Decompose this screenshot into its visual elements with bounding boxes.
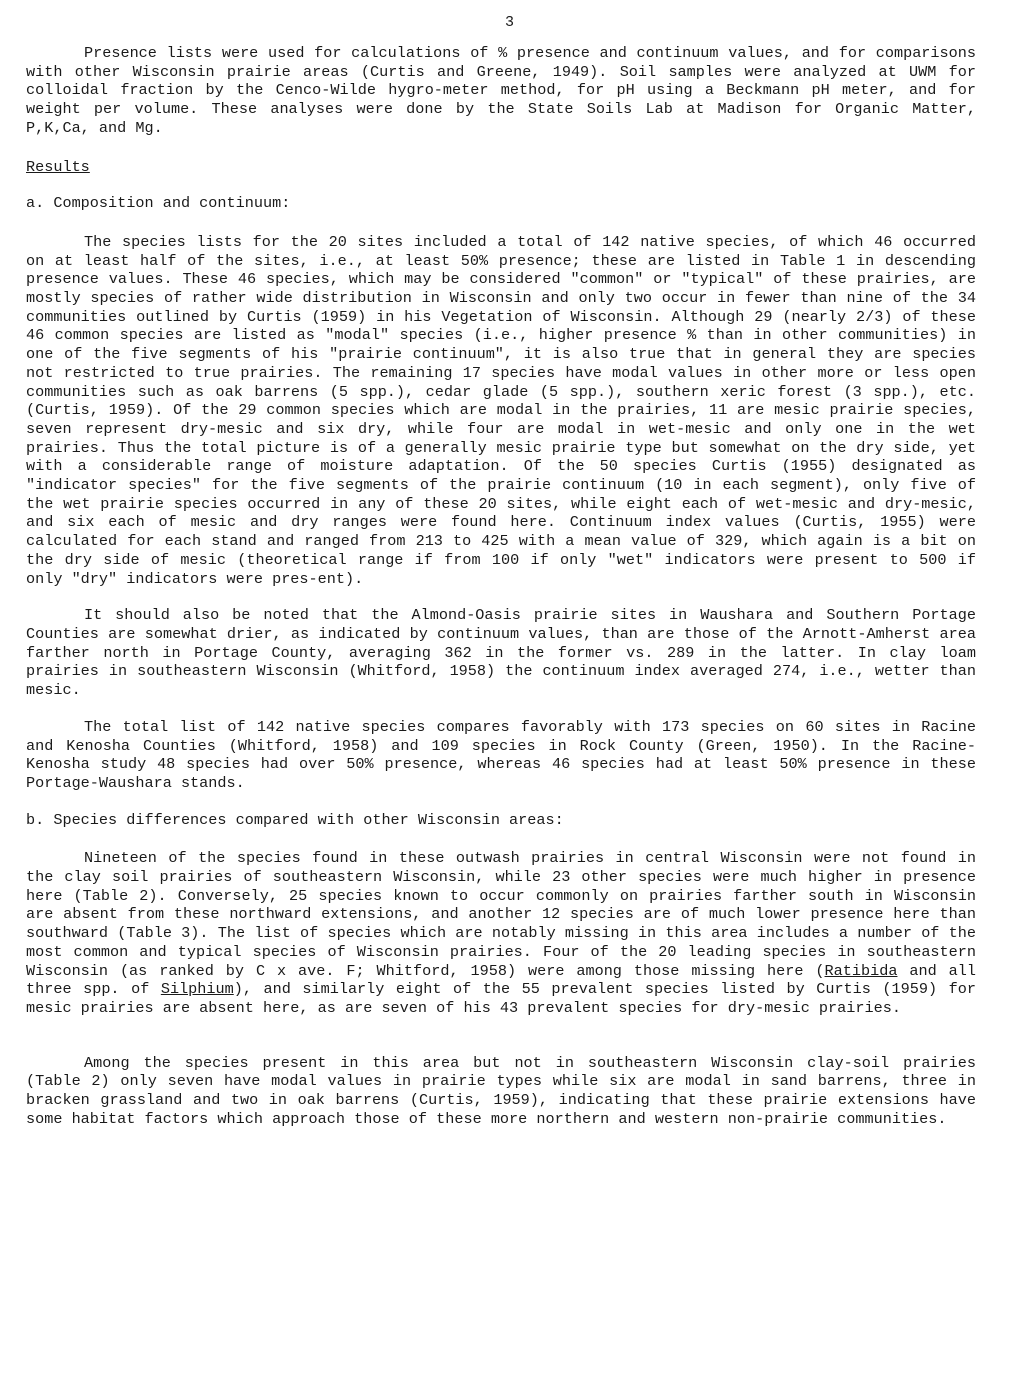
section-b-paragraph-1 (26, 849, 976, 1017)
section-b-paragraph-1-part-2: and all three spp. of (26, 961, 976, 999)
section-a-heading: a. Composition and continuum: (26, 194, 291, 213)
page-number: 3 (504, 14, 514, 31)
section-b-paragraph-1-part-3: ), and similarly eight of the 55 prevalent species listed by Curtis (1959) for mesic prairies are absent here, as are seven of his 43 prevalent species for dry-mesic prairies. (26, 980, 976, 1017)
ratibida-term: Ratibida (824, 961, 898, 980)
document-body (26, 44, 976, 1128)
section-b-paragraph-2: Among the species present in this area but not in southeastern Wisconsin clay-soil prairies (Table 2) only seven have modal values in prairie types while six are modal in sand barrens, three in bracken grassland and two in oak barrens (Curtis, 1959), indicating that these prairie extensions have some habitat factors which approach those of these more northern and western non-prairie communities. (26, 1053, 976, 1128)
silphium-term: Silphium (160, 980, 234, 999)
results-heading: Results (26, 157, 90, 176)
intro-paragraph: Presence lists were used for calculations of % presence and continuum values, and for comparisons with other Wisconsin prairie areas (Curtis and Greene, 1949). Soil samples were analyzed at UWM for colloidal fraction by the Cenco-Wilde hygro-meter method, for pH using a Beckmann pH meter, and for weight per volume. These analyses were done by the State Soils Lab at Madison for Organic Matter, P,K,Ca, and Mg. (26, 44, 976, 137)
section-b-paragraph-1-part-1: Nineteen of the species found in these outwash prairies in central Wisconsin were not found in the clay soil prairies of southeastern Wisconsin, while 23 other species were much higher in presence here (Table 2). Conversely, 25 species known to occur commonly on prairies farther south in Wisconsin are absent from these northward extensions, and another 12 species are of much lower presence here than southward (Table 3). The list of species which are notably missing in this area includes a number of the most common and typical species of Wisconsin prairies. Four of the 20 leading species in southeastern Wisconsin (as ranked by C x ave. F; Whitford, 1958) were among those missing here ( (26, 849, 976, 980)
section-b-heading: b. Species differences compared with other Wisconsin areas: (26, 810, 564, 829)
section-a-paragraph-3: The total list of 142 native species compares favorably with 173 species on 60 sites in Racine and Kenosha Counties (Whitford, 1958) and 109 species in Rock County (Green, 1950). In the Racine-Kenosha study 48 species had over 50% presence, whereas 46 species had at least 50% presence in these Portage-Waushara stands. (26, 717, 976, 792)
section-a-paragraph-1: The species lists for the 20 sites included a total of 142 native species, of which 46 occurred on at least half of the sites, i.e., at least 50% presence; these are listed in Table 1 in descending presence values. These 46 species, which may be considered "common" or "typical" of these prairies, are mostly species of rather wide distribution in Wisconsin and only two occur in fewer than nine of the 34 communities outlined by Curtis (1959) in his Vegetation of Wisconsin. Although 29 (nearly 2/3) of these 46 common species are listed as "modal" species (i.e., higher presence % than in other communities) in one of the five segments of his "prairie continuum", it is also true that in general they are species not restricted to true prairies. The remaining 17 species have modal values in other more or less open communities such as oak barrens (5 spp.), cedar glade (5 spp.), southern xeric forest (3 spp.), etc. (Curtis, 1959). Of the 29 common species which are modal in the prairies, 11 are mesic prairie species, seven represent dry-mesic and six dry, while four are modal in wet-mesic and only one in the wet prairies. Thus the total picture is of a generally mesic prairie type but somewhat on the dry side, yet with a considerable range of moisture adaptation. Of the 50 species Curtis (1955) designated as "indicator species" for the five segments of the prairie continuum (10 in each segment), only five of the wet prairie species occurred in any of these 20 sites, while eight each of wet-mesic and dry-mesic, and six each of mesic and dry ranges were found here. Continuum index values (Curtis, 1955) were calculated for each stand and ranged from 213 to 425 with a mean value of 329, which again is a bit on the dry side of mesic (theoretical range if from 100 if only "wet" indicators were present to 500 if only "dry" indicators were pres-ent). (26, 232, 976, 588)
section-a-paragraph-2: It should also be noted that the Almond-Oasis prairie sites in Waushara and Southern Portage Counties are somewhat drier, as indicated by continuum values, than are those of the Arnott-Amherst area farther north in Portage County, averaging 362 in the former vs. 289 in the latter. In clay loam prairies in southeastern Wisconsin (Whitford, 1958) the continuum index averaged 274, i.e., wetter than mesic. (26, 606, 976, 700)
